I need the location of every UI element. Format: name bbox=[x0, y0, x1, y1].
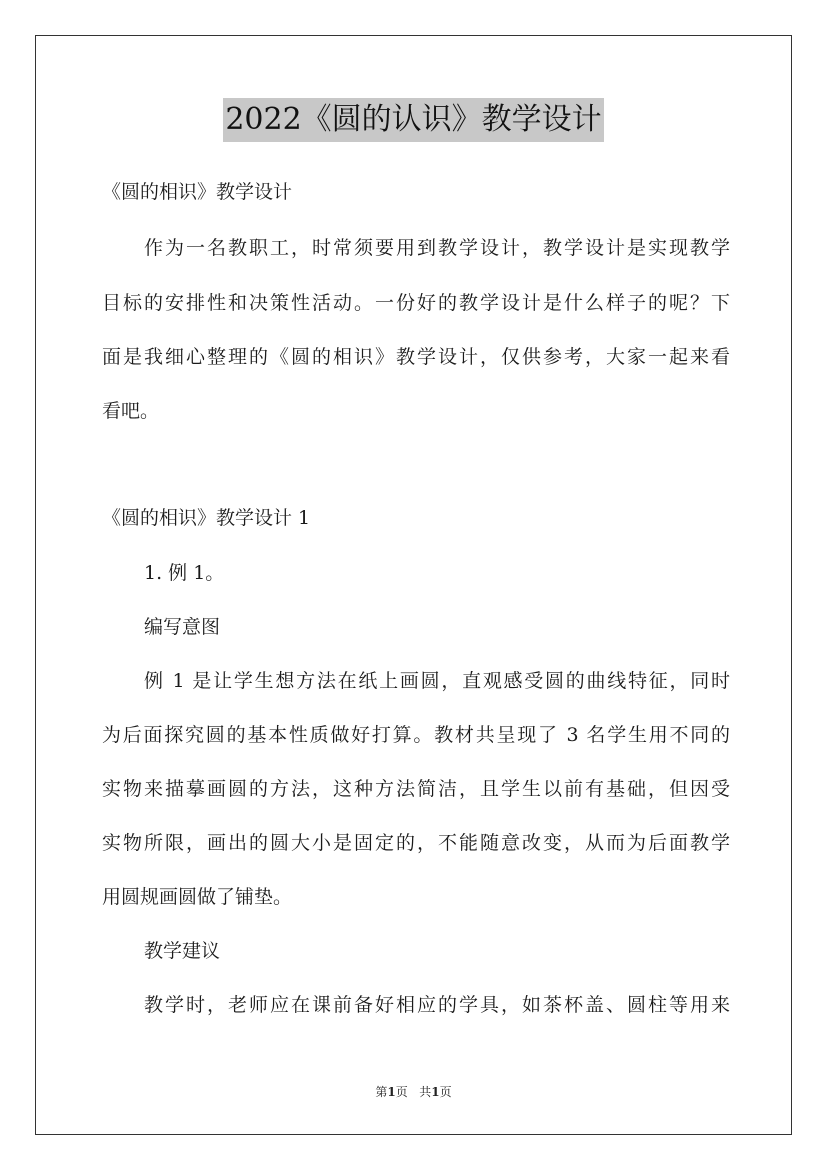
paragraph-line: 实物来描摹画圆的方法，这种方法简洁，且学生以前有基础，但因受 bbox=[102, 778, 730, 800]
paragraph-line: 目标的安排性和决策性活动。一份好的教学设计是什么样子的呢？下 bbox=[102, 292, 730, 314]
section-heading: 《圆的相识》教学设计 1 bbox=[102, 507, 311, 529]
paragraph-line: 看吧。 bbox=[102, 400, 160, 422]
page-total: 1 bbox=[431, 1085, 440, 1099]
paragraph-line: 作为一名教职工，时常须要用到教学设计，教学设计是实现教学 bbox=[144, 237, 730, 259]
page-prefix: 第 bbox=[375, 1085, 388, 1099]
document-title: 2022《圆的认识》教学设计 bbox=[223, 98, 603, 142]
paragraph-line: 教学时，老师应在课前备好相应的学具，如茶杯盖、圆柱等用来 bbox=[144, 994, 730, 1016]
total-suffix: 页 bbox=[439, 1085, 452, 1099]
subheading: 教学建议 bbox=[144, 940, 221, 962]
list-item: 1. 例 1。 bbox=[144, 562, 225, 584]
section-heading: 《圆的相识》教学设计 bbox=[102, 181, 293, 203]
page-current: 1 bbox=[387, 1085, 396, 1099]
paragraph-line: 用圆规画圆做了铺垫。 bbox=[102, 886, 293, 908]
paragraph-line: 为后面探究圆的基本性质做好打算。教材共呈现了 3 名学生用不同的 bbox=[102, 724, 730, 746]
paragraph-line: 例 1 是让学生想方法在纸上画圆，直观感受圆的曲线特征，同时 bbox=[144, 670, 730, 692]
title-container bbox=[0, 98, 827, 142]
page-footer bbox=[0, 1083, 827, 1101]
page-suffix: 页 bbox=[395, 1085, 408, 1099]
paragraph-line: 面是我细心整理的《圆的相识》教学设计，仅供参考，大家一起来看 bbox=[102, 346, 730, 368]
subheading: 编写意图 bbox=[144, 616, 221, 638]
paragraph-line: 实物所限，画出的圆大小是固定的，不能随意改变，从而为后面教学 bbox=[102, 832, 730, 854]
total-prefix: 共 bbox=[419, 1085, 432, 1099]
